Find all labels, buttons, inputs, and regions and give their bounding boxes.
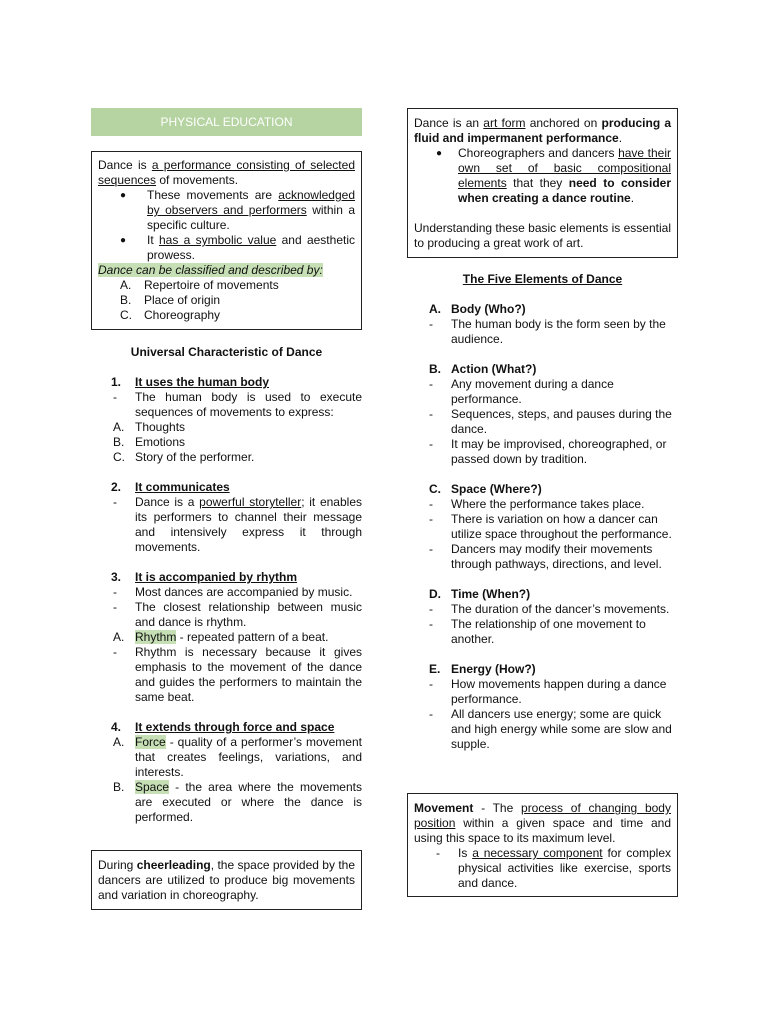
element-heading: A. Body (Who?) [429, 302, 526, 316]
movement-box: Movement - The process of changing body position within a given space and time and using this space to its maximum level. - Is a necessary component for complex physical activities like exercise, sports and dance. [407, 793, 678, 897]
element-item: - The human body is the form seen by the audience. [429, 317, 666, 346]
description-item: - The human body is used to execute sequences of movements to express: [113, 390, 362, 419]
list-item: B. Emotions [113, 435, 186, 449]
element-block [407, 662, 678, 752]
art-form-conclusion: Understanding these basic elements is essential to producing a great work of art. [414, 221, 671, 250]
element-item: - Sequences, steps, and pauses during the dance. [429, 407, 672, 436]
bullet-glyph: ● [120, 235, 127, 246]
classified-line: Dance can be classified and described by: [98, 263, 323, 277]
art-form-box [407, 108, 678, 258]
description-item: - Dance is a powerful storyteller; it enables its performers to channel their message and intensively express it through movements. [113, 495, 362, 554]
definition-item: A. Force - quality of a performer’s movement that creates feelings, variations, and interests. [113, 735, 362, 779]
characteristic-heading-1: 1. It uses the human body [111, 375, 270, 389]
element-item: - It may be improvised, choreographed, or passed down by tradition. [429, 437, 667, 466]
classification-item: B. Place of origin [120, 293, 221, 307]
list-item: C. Story of the performer. [113, 450, 255, 464]
page-title-banner: PHYSICAL EDUCATION [91, 108, 362, 136]
element-item: - All dancers use energy; some are quick and high energy while some are slow and supple. [429, 707, 672, 751]
element-item: - The duration of the dancer’s movements. [429, 602, 670, 616]
definition-item: A. Rhythm - repeated pattern of a beat. [113, 630, 329, 644]
list-item: A. Thoughts [113, 420, 186, 434]
definition-item: B. Space - the area where the movements are executed or where the dance is performed. [113, 780, 362, 824]
element-heading: D. Time (When?) [429, 587, 531, 601]
art-form-intro: Dance is an art form anchored on producing a fluid and impermanent performance. [414, 116, 672, 145]
element-heading: C. Space (Where?) [429, 482, 542, 496]
definition-box [91, 151, 362, 330]
description-item: - The closest relationship between music and dance is rhythm. [113, 600, 362, 629]
bullet-glyph: ● [436, 148, 443, 159]
elements-list [407, 302, 678, 752]
five-elements-section [407, 272, 678, 752]
element-heading: E. Energy (How?) [429, 662, 536, 676]
definition-bullet-2: ● It has a symbolic value and aesthetic prowess. [120, 233, 355, 262]
element-item: - There is variation on how a dancer can utilize space throughout the performance. [429, 512, 672, 541]
section-heading: Universal Characteristic of Dance [130, 345, 323, 359]
characteristic-heading-4: 4. It extends through force and space [111, 720, 335, 734]
element-block [407, 302, 678, 347]
element-item: - Any movement during a dance performance. [429, 377, 614, 406]
element-item: - The relationship of one movement to another. [429, 617, 646, 646]
element-block [407, 362, 678, 467]
element-item: - Dancers may modify their movements through pathways, directions, and level. [429, 542, 662, 571]
description-item: - Most dances are accompanied by music. [113, 585, 353, 599]
section-heading: The Five Elements of Dance [462, 272, 623, 286]
characteristic-heading-3: 3. It is accompanied by rhythm [111, 570, 298, 584]
universal-section [91, 345, 362, 825]
description-item: - Is a necessary component for complex physical activities like exercise, sports and dance. [436, 846, 672, 890]
classification-item: A. Repertoire of movements [120, 278, 279, 292]
description-item: - Rhythm is necessary because it gives emphasis to the movement of the dance and guides the performers to maintain the same beat. [113, 645, 362, 704]
cheerleading-box: During cheerleading, the space provided by the dancers are utilized to produce big movements and variation in choreography. [91, 850, 362, 910]
element-block [407, 587, 678, 647]
classification-item: C. Choreography [120, 308, 221, 322]
characteristic-heading-2: 2. It communicates [111, 480, 230, 494]
definition-bullet-1: ● These movements are acknowledged by observers and performers within a specific culture. [120, 188, 355, 232]
art-form-bullet: ● Choreographers and dancers have their own set of basic compositional elements that they need to consider when creating a dance routine. [436, 146, 671, 205]
bullet-glyph: ● [120, 190, 127, 201]
element-item: - How movements happen during a dance performance. [429, 677, 667, 706]
element-heading: B. Action (What?) [429, 362, 537, 376]
element-block [407, 482, 678, 572]
definition-intro: Dance is a performance consisting of selected sequences of movements. [98, 158, 355, 187]
element-item: - Where the performance takes place. [429, 497, 645, 511]
